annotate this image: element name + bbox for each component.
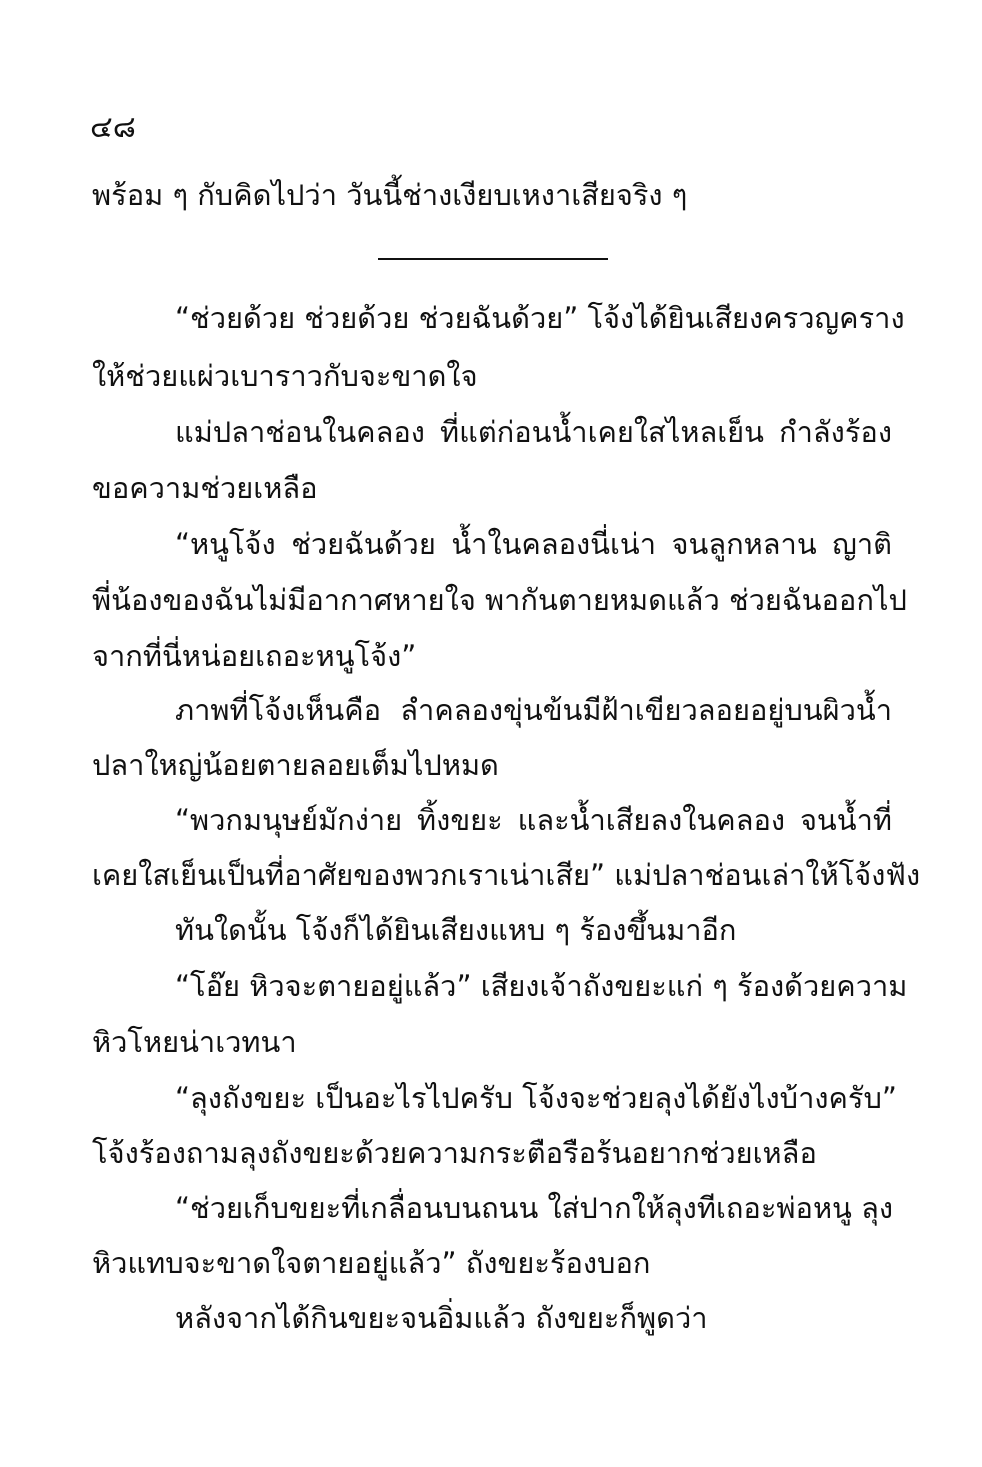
paragraph-line: ภาพที่โจ้งเห็นคือ ลำคลองขุ่นข้นมีฝ้าเขียวลอยอยู่บนผิวน้ำ (175, 693, 892, 727)
paragraph-line: พร้อม ๆ กับคิดไปว่า วันนี้ช่างเงียบเหงาเสียจริง ๆ (92, 178, 688, 212)
paragraph-line: “ลุงถังขยะ เป็นอะไรไปครับ โจ้งจะช่วยลุงได้ยังไงบ้างครับ” (175, 1081, 897, 1115)
paragraph-line: หลังจากได้กินขยะจนอิ่มแล้ว ถังขยะก็พูดว่า (175, 1301, 708, 1335)
page-number: ๔๘ (90, 110, 136, 145)
paragraph-line: “ช่วยด้วย ช่วยด้วย ช่วยฉันด้วย” โจ้งได้ยินเสียงครวญคราง (175, 301, 905, 335)
paragraph-line: ทันใดนั้น โจ้งก็ได้ยินเสียงแหบ ๆ ร้องขึ้นมาอีก (175, 913, 737, 947)
paragraph-line: ปลาใหญ่น้อยตายลอยเต็มไปหมด (92, 748, 499, 782)
paragraph-line: จากที่นี่หน่อยเถอะหนูโจ้ง” (92, 639, 417, 673)
paragraph-line: พี่น้องของฉันไม่มีอากาศหายใจ พากันตายหมดแล้ว ช่วยฉันออกไป (92, 583, 907, 617)
paragraph-line: “โอ๊ย หิวจะตายอยู่แล้ว” เสียงเจ้าถังขยะแก่ ๆ ร้องด้วยความ (175, 969, 908, 1003)
paragraph-line: หิวแทบจะขาดใจตายอยู่แล้ว” ถังขยะร้องบอก (92, 1246, 651, 1280)
paragraph-line: “พวกมนุษย์มักง่าย ทิ้งขยะ และน้ำเสียลงในคลอง จนน้ำที่ (175, 803, 892, 837)
paragraph-line: หิวโหยน่าเวทนา (92, 1025, 297, 1059)
paragraph-line: “หนูโจ้ง ช่วยฉันด้วย น้ำในคลองนี่เน่า จนลูกหลาน ญาติ (175, 527, 892, 561)
paragraph-line: เคยใสเย็นเป็นที่อาศัยของพวกเราเน่าเสีย” แม่ปลาช่อนเล่าให้โจ้งฟัง (92, 858, 921, 892)
paragraph-line: ขอความช่วยเหลือ (92, 471, 318, 505)
paragraph-line: ให้ช่วยแผ่วเบาราวกับจะขาดใจ (92, 359, 478, 393)
section-divider (378, 258, 608, 260)
paragraph-line: แม่ปลาช่อนในคลอง ที่แต่ก่อนน้ำเคยใสไหลเย็น กำลังร้อง (175, 415, 892, 449)
paragraph-line: “ช่วยเก็บขยะที่เกลื่อนบนถนน ใส่ปากให้ลุงทีเถอะพ่อหนู ลุง (175, 1191, 894, 1225)
paragraph-line: โจ้งร้องถามลุงถังขยะด้วยความกระตือรือร้นอยากช่วยเหลือ (92, 1136, 817, 1170)
